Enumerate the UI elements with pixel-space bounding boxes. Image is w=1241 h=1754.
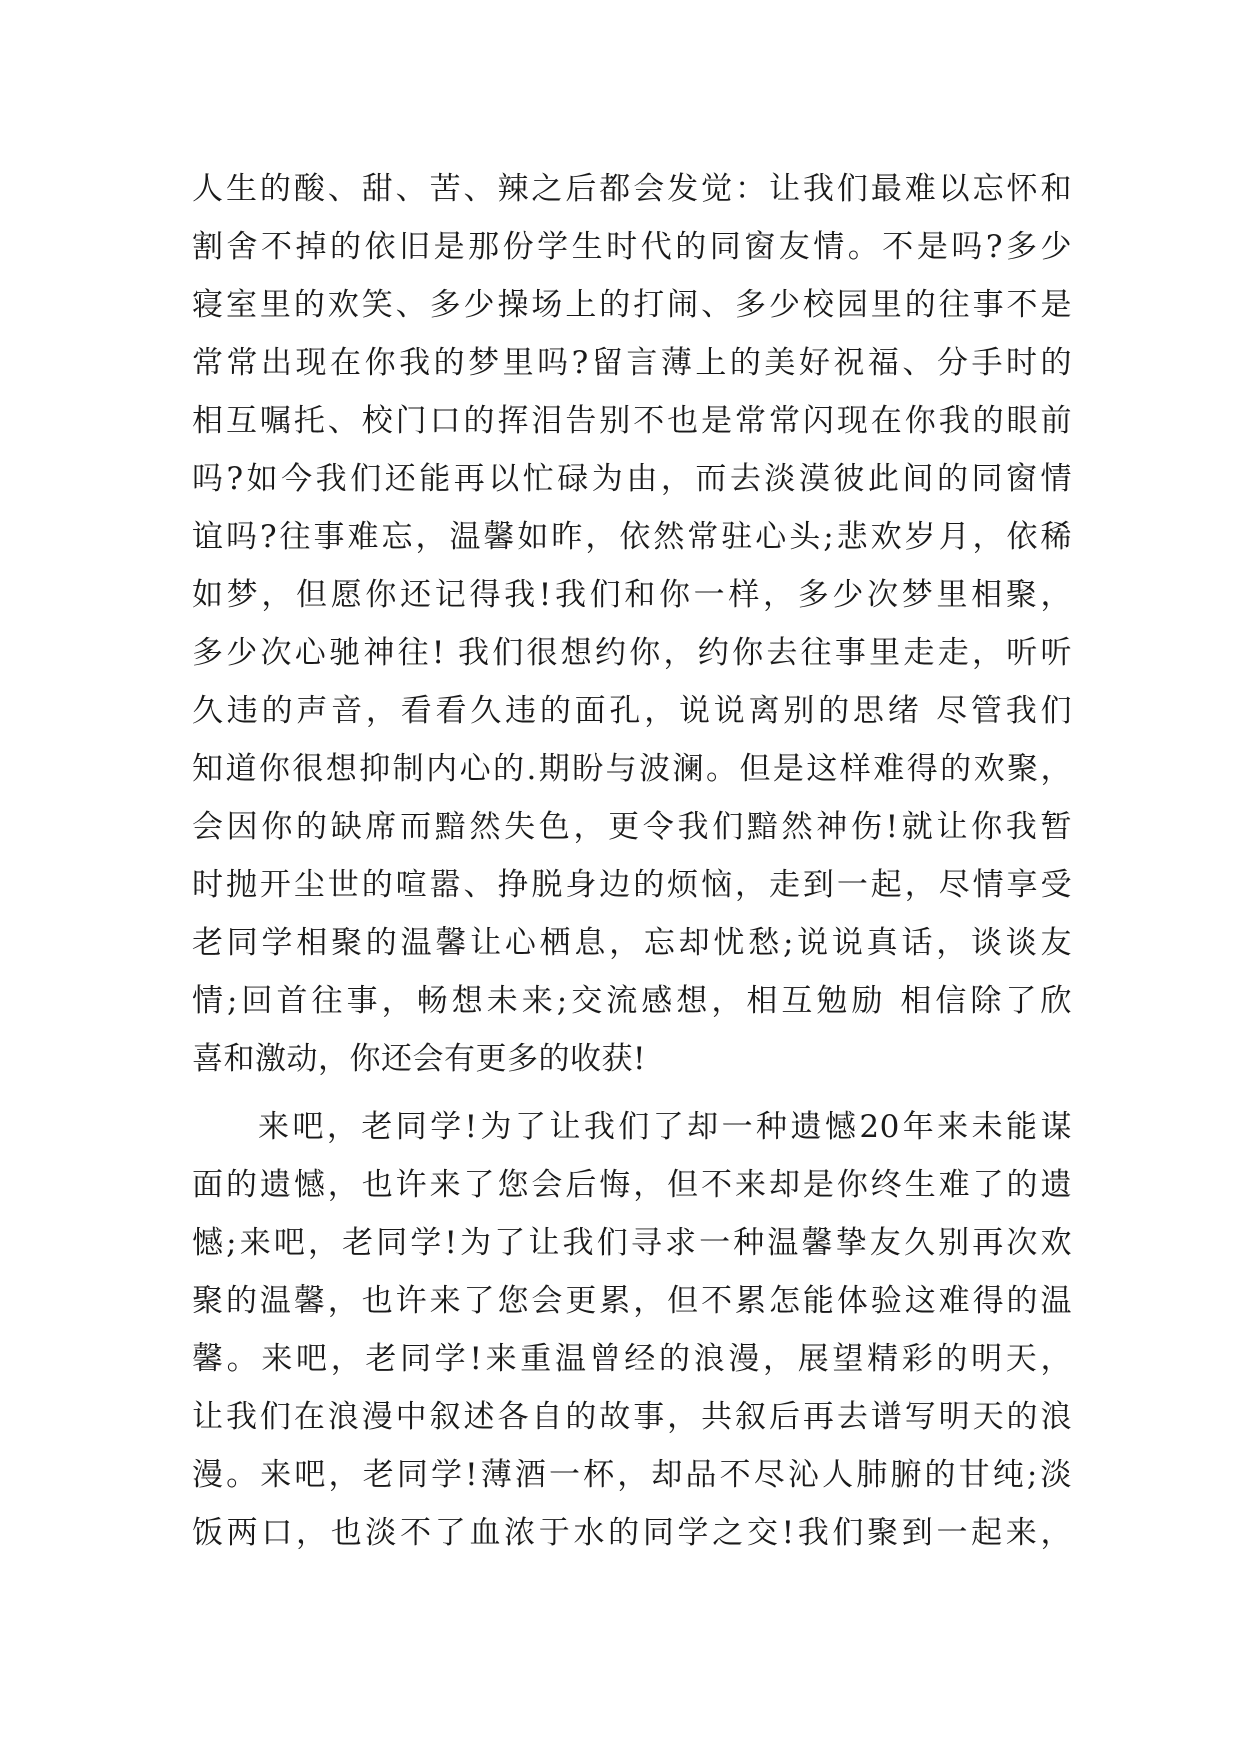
text-line: 会因你的缺席而黯然失色，更令我们黯然神伤!就让你我暂	[192, 809, 1072, 845]
text-line: 饭两口，也淡不了血浓于水的同学之交!我们聚到一起来，	[192, 1515, 1072, 1551]
text-line: 多少次心驰神往! 我们很想约你，约你去往事里走走，听听	[192, 635, 1072, 671]
text-line: 相互嘱托、校门口的挥泪告别不也是常常闪现在你我的眼前	[192, 403, 1072, 439]
text-line: 吗?如今我们还能再以忙碌为由，而去淡漠彼此间的同窗情	[192, 461, 1072, 497]
text-line: 寝室里的欢笑、多少操场上的打闹、多少校园里的往事不是	[192, 287, 1072, 323]
document-body	[192, 160, 1072, 1562]
text-line: 常常出现在你我的梦里吗?留言薄上的美好祝福、分手时的	[192, 345, 1072, 381]
text-line: 聚的温馨，也许来了您会更累，但不累怎能体验这难得的温	[192, 1283, 1072, 1319]
text-line: 憾;来吧，老同学!为了让我们寻求一种温馨挚友久别再次欢	[192, 1225, 1072, 1261]
text-line: 如梦，但愿你还记得我!我们和你一样，多少次梦里相聚，	[192, 577, 1072, 613]
paragraph-1	[192, 160, 1072, 1088]
text-line: 喜和激动，你还会有更多的收获!	[192, 1041, 646, 1077]
text-line: 面的遗憾，也许来了您会后悔，但不来却是你终生难了的遗	[192, 1167, 1072, 1203]
paragraph-2	[192, 1098, 1072, 1562]
text-line: 来吧，老同学!为了让我们了却一种遗憾20年来未能谋	[258, 1109, 1072, 1145]
text-line: 人生的酸、甜、苦、辣之后都会发觉：让我们最难以忘怀和	[192, 171, 1072, 207]
text-line: 久违的声音，看看久违的面孔，说说离别的思绪 尽管我们	[192, 693, 1072, 729]
text-line: 知道你很想抑制内心的.期盼与波澜。但是这样难得的欢聚，	[192, 751, 1072, 787]
text-line: 谊吗?往事难忘，温馨如昨，依然常驻心头;悲欢岁月，依稀	[192, 519, 1072, 555]
text-line: 让我们在浪漫中叙述各自的故事，共叙后再去谱写明天的浪	[192, 1399, 1072, 1435]
text-line: 割舍不掉的依旧是那份学生时代的同窗友情。不是吗?多少	[192, 229, 1072, 265]
text-line: 时抛开尘世的喧嚣、挣脱身边的烦恼，走到一起，尽情享受	[192, 867, 1072, 903]
text-line: 老同学相聚的温馨让心栖息，忘却忧愁;说说真话，谈谈友	[192, 925, 1072, 961]
text-line: 馨。来吧，老同学!来重温曾经的浪漫，展望精彩的明天，	[192, 1341, 1072, 1377]
paragraph-gap	[192, 1088, 1072, 1098]
text-line: 漫。来吧，老同学!薄酒一杯，却品不尽沁人肺腑的甘纯;淡	[192, 1457, 1072, 1493]
text-line: 情;回首往事，畅想未来;交流感想，相互勉励 相信除了欣	[192, 983, 1072, 1019]
